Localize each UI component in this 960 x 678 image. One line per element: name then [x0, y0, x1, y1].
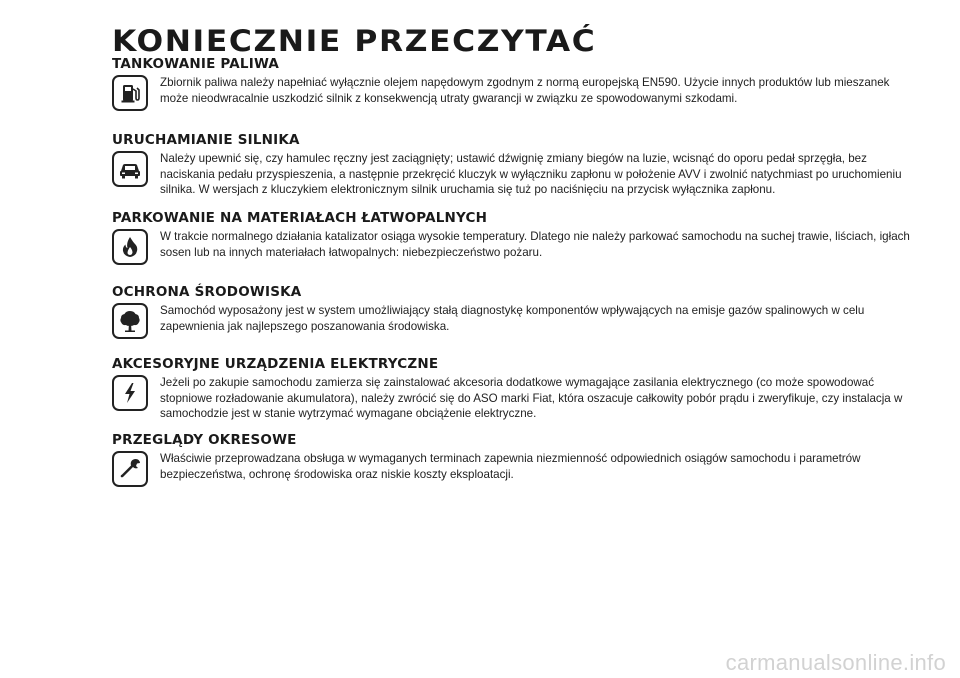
section-text: Właściwie przeprowadzana obsługa w wymaganych terminach zapewnia niezmienność odpowiednich osiągów samochodu i parametrów bezpieczeństwa, ochronę środowiska oraz niskie koszty eksploatacji. [160, 452, 861, 481]
section-fuel [112, 56, 912, 106]
section-text: Jeżeli po zakupie samochodu zamierza się zainstalować akcesoria dodatkowe wymagające zasilania elektrycznego (co może spowodować stopniowe rozładowanie akumulatora), należy zwrócić się do ASO marki Fiat, która oszacuje całkowity pobór prądu i zweryfikuje, czy instalacja w samochodzie jest w stanie wytrzymać wymagane obciążenie elektryczne. [160, 376, 903, 420]
section-title: PARKOWANIE NA MATERIAŁACH ŁATWOPALNYCH [112, 210, 488, 226]
wrench-icon [112, 451, 148, 487]
section-body [112, 151, 912, 198]
section-electric-accessories [112, 356, 912, 422]
section-text: Samochód wyposażony jest w system umożliwiający stałą diagnostykę komponentów wpływających na emisje gazów spalinowych w celu zapewnienia jak najlepszego poszanowania środowiska. [160, 304, 865, 333]
fuel-pump-icon [112, 75, 148, 111]
section-body [112, 229, 912, 260]
section-title: TANKOWANIE PALIWA [112, 56, 280, 72]
section-body [112, 75, 912, 106]
section-body [112, 451, 912, 482]
section-text: W trakcie normalnego działania katalizator osiąga wysokie temperatury. Dlatego nie należy parkować samochodu na suchej trawie, liściach, igłach sosen lub na innych materiałach łatwopalnych: niebezpieczeństwo pożaru. [160, 230, 910, 259]
lightning-icon [112, 375, 148, 411]
section-title: URUCHAMIANIE SILNIKA [112, 132, 300, 148]
tree-icon [112, 303, 148, 339]
section-body [112, 375, 912, 422]
section-environment [112, 284, 912, 334]
section-engine-start [112, 132, 912, 198]
page-title: KONIECZNIE PRZECZYTAĆ [112, 24, 597, 58]
section-parking [112, 210, 912, 260]
section-title: AKCESORYJNE URZĄDZENIA ELEKTRYCZNE [112, 356, 439, 372]
flame-icon [112, 229, 148, 265]
page-content [112, 24, 912, 481]
watermark: carmanualsonline.info [725, 650, 946, 675]
section-text: Zbiornik paliwa należy napełniać wyłącznie olejem napędowym zgodnym z normą europejską EN590. Użycie innych produktów lub mieszanek może nieodwracalnie uszkodzić silnik z konsekwencją utraty gwarancji w związku ze spowodowanymi szkodami. [160, 76, 890, 105]
section-maintenance [112, 432, 912, 482]
section-title: OCHRONA ŚRODOWISKA [112, 284, 302, 300]
section-title: PRZEGLĄDY OKRESOWE [112, 432, 297, 448]
car-icon [112, 151, 148, 187]
section-text: Należy upewnić się, czy hamulec ręczny jest zaciągnięty; ustawić dźwignię zmiany biegów na luzie, wcisnąć do oporu pedał sprzęgła, bez naciskania pedału przyspieszenia, a następnie przekręcić kluczyk w wyłączniku zapłonu w położenie AVV i zwolnić natychmiast po uruchomieniu silnika. W wersjach z kluczykiem elektronicznym silnik uruchamia się tuż po naciśnięciu na przycisk wyłącznika zapłonu. [160, 152, 902, 196]
section-body [112, 303, 912, 334]
